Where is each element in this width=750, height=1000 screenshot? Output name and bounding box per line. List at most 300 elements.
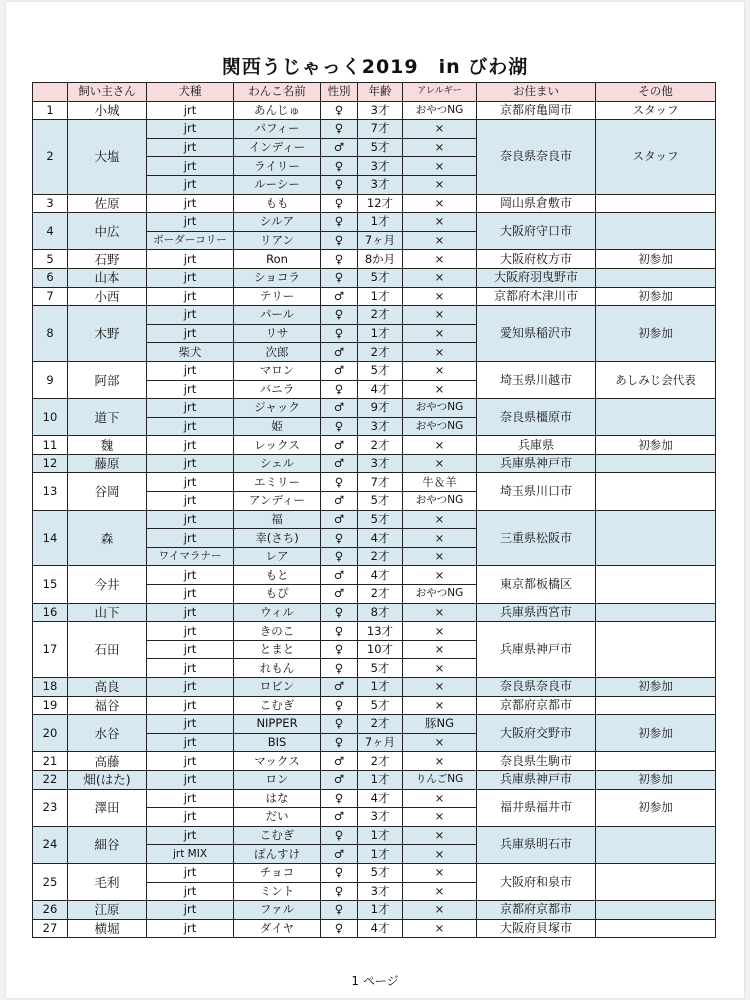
entry-number-cell: 5 — [33, 250, 68, 269]
sex-cell: ♂ — [321, 436, 358, 455]
age-cell: 10才 — [358, 640, 403, 659]
allergy-cell: × — [403, 287, 477, 306]
sex-cell: ♀ — [321, 231, 358, 250]
breed-cell: jrt — [147, 603, 234, 622]
owner-cell: 藤原 — [68, 454, 147, 473]
dog-name-cell: テリー — [234, 287, 321, 306]
allergy-cell: × — [403, 845, 477, 864]
dog-name-cell: あんじゅ — [234, 101, 321, 120]
address-cell: 奈良県橿原市 — [477, 399, 596, 436]
breed-cell: jrt — [147, 678, 234, 697]
age-cell: 2才 — [358, 343, 403, 362]
owner-cell: 江原 — [68, 901, 147, 920]
owner-cell: 道下 — [68, 399, 147, 436]
address-cell: 兵庫県神戸市 — [477, 622, 596, 678]
sex-cell: ♂ — [321, 585, 358, 604]
dog-name-cell: アンディー — [234, 492, 321, 511]
table-row — [33, 287, 716, 306]
owner-cell: 小西 — [68, 287, 147, 306]
sex-cell: ♀ — [321, 529, 358, 548]
other-cell — [596, 268, 716, 287]
entry-number-cell: 16 — [33, 603, 68, 622]
other-cell: 初参加 — [596, 678, 716, 697]
table-row — [33, 752, 716, 771]
breed-cell: jrt — [147, 436, 234, 455]
age-cell: 2才 — [358, 715, 403, 734]
owner-cell: 澤田 — [68, 789, 147, 826]
header-allergy: アレルギー — [403, 83, 477, 102]
dog-name-cell: レックス — [234, 436, 321, 455]
address-cell: 岡山県倉敷市 — [477, 194, 596, 213]
table-row — [33, 826, 716, 845]
other-cell — [596, 213, 716, 250]
owner-cell: 大塩 — [68, 120, 147, 194]
owner-cell: 今井 — [68, 566, 147, 603]
other-cell: 初参加 — [596, 287, 716, 306]
address-cell: 兵庫県明石市 — [477, 826, 596, 863]
address-cell: 奈良県奈良市 — [477, 678, 596, 697]
sex-cell: ♀ — [321, 175, 358, 194]
age-cell: 8才 — [358, 603, 403, 622]
sex-cell: ♀ — [321, 826, 358, 845]
dog-name-cell: もも — [234, 194, 321, 213]
address-cell: 兵庫県西宮市 — [477, 603, 596, 622]
age-cell: 5才 — [358, 863, 403, 882]
sex-cell: ♀ — [321, 603, 358, 622]
breed-cell: jrt — [147, 213, 234, 232]
sex-cell: ♀ — [321, 901, 358, 920]
age-cell: 1才 — [358, 845, 403, 864]
breed-cell: jrt — [147, 157, 234, 176]
dog-name-cell: ショコラ — [234, 268, 321, 287]
sex-cell: ♀ — [321, 715, 358, 734]
breed-cell: jrt — [147, 752, 234, 771]
entry-number-cell: 8 — [33, 306, 68, 362]
entry-number-cell: 10 — [33, 399, 68, 436]
dog-name-cell: ライリー — [234, 157, 321, 176]
sex-cell: ♀ — [321, 268, 358, 287]
age-cell: 3才 — [358, 454, 403, 473]
other-cell — [596, 603, 716, 622]
table-row — [33, 566, 716, 585]
participant-table — [32, 82, 716, 938]
other-cell: スタッフ — [596, 120, 716, 194]
sex-cell: ♀ — [321, 157, 358, 176]
allergy-cell: × — [403, 175, 477, 194]
table-row — [33, 399, 716, 418]
age-cell: 1才 — [358, 678, 403, 697]
allergy-cell: おやつNG — [403, 101, 477, 120]
entry-number-cell: 26 — [33, 901, 68, 920]
breed-cell: jrt — [147, 399, 234, 418]
age-cell: 5才 — [358, 492, 403, 511]
sex-cell: ♀ — [321, 547, 358, 566]
entry-number-cell: 20 — [33, 715, 68, 752]
breed-cell: jrt — [147, 919, 234, 938]
table-header-row — [33, 83, 716, 102]
age-cell: 4才 — [358, 380, 403, 399]
breed-cell: ボーダーコリー — [147, 231, 234, 250]
age-cell: 5才 — [358, 696, 403, 715]
table-row — [33, 603, 716, 622]
header-owner: 飼い主さん — [68, 83, 147, 102]
age-cell: 7ヶ月 — [358, 733, 403, 752]
age-cell: 1才 — [358, 287, 403, 306]
dog-name-cell: 次郎 — [234, 343, 321, 362]
dog-name-cell: ファル — [234, 901, 321, 920]
entry-number-cell: 1 — [33, 101, 68, 120]
allergy-cell: おやつNG — [403, 585, 477, 604]
breed-cell: jrt — [147, 566, 234, 585]
sex-cell: ♀ — [321, 640, 358, 659]
other-cell — [596, 752, 716, 771]
breed-cell: jrt — [147, 324, 234, 343]
age-cell: 7ヶ月 — [358, 231, 403, 250]
address-cell: 愛知県稲沢市 — [477, 306, 596, 362]
age-cell: 5才 — [358, 268, 403, 287]
owner-cell: 石田 — [68, 622, 147, 678]
sex-cell: ♂ — [321, 770, 358, 789]
allergy-cell: おやつNG — [403, 492, 477, 511]
owner-cell: 高藤 — [68, 752, 147, 771]
allergy-cell: × — [403, 547, 477, 566]
breed-cell: jrt — [147, 101, 234, 120]
table-row — [33, 250, 716, 269]
other-cell — [596, 399, 716, 436]
breed-cell: jrt — [147, 863, 234, 882]
dog-name-cell: 福 — [234, 510, 321, 529]
dog-name-cell: だい — [234, 808, 321, 827]
dog-name-cell: ルーシー — [234, 175, 321, 194]
table-row — [33, 901, 716, 920]
table-row — [33, 510, 716, 529]
entry-number-cell: 2 — [33, 120, 68, 194]
sex-cell: ♀ — [321, 863, 358, 882]
sex-cell: ♂ — [321, 752, 358, 771]
entry-number-cell: 19 — [33, 696, 68, 715]
sex-cell: ♂ — [321, 361, 358, 380]
table-row — [33, 268, 716, 287]
allergy-cell: × — [403, 380, 477, 399]
allergy-cell: × — [403, 863, 477, 882]
sex-cell: ♂ — [321, 287, 358, 306]
allergy-cell: × — [403, 194, 477, 213]
header-sex: 性別 — [321, 83, 358, 102]
allergy-cell: × — [403, 640, 477, 659]
allergy-cell: × — [403, 120, 477, 139]
dog-name-cell: ダイヤ — [234, 919, 321, 938]
other-cell — [596, 510, 716, 566]
sex-cell: ♀ — [321, 659, 358, 678]
breed-cell: jrt — [147, 287, 234, 306]
allergy-cell: × — [403, 268, 477, 287]
sex-cell: ♀ — [321, 882, 358, 901]
breed-cell: jrt — [147, 473, 234, 492]
dog-name-cell: パフィー — [234, 120, 321, 139]
page-number: 1 ページ — [351, 974, 399, 988]
table-row — [33, 696, 716, 715]
dog-name-cell: リアン — [234, 231, 321, 250]
allergy-cell: × — [403, 752, 477, 771]
sex-cell: ♀ — [321, 733, 358, 752]
owner-cell: 細谷 — [68, 826, 147, 863]
address-cell: 大阪府枚方市 — [477, 250, 596, 269]
other-cell — [596, 863, 716, 900]
dog-name-cell: エミリー — [234, 473, 321, 492]
age-cell: 1才 — [358, 213, 403, 232]
other-cell: あしみじ会代表 — [596, 361, 716, 398]
owner-cell: 小城 — [68, 101, 147, 120]
sex-cell: ♀ — [321, 213, 358, 232]
allergy-cell: × — [403, 622, 477, 641]
dog-name-cell: もぴ — [234, 585, 321, 604]
dog-name-cell: インディー — [234, 138, 321, 157]
sex-cell: ♂ — [321, 678, 358, 697]
document-title: 関西うじゃっく2019 in びわ湖 — [221, 56, 529, 78]
entry-number-cell: 4 — [33, 213, 68, 250]
allergy-cell: × — [403, 882, 477, 901]
owner-cell: 高良 — [68, 678, 147, 697]
owner-cell: 毛利 — [68, 863, 147, 900]
allergy-cell: × — [403, 306, 477, 325]
breed-cell: jrt — [147, 715, 234, 734]
age-cell: 3才 — [358, 882, 403, 901]
dog-name-cell: チョコ — [234, 863, 321, 882]
age-cell: 4才 — [358, 789, 403, 808]
entry-number-cell: 12 — [33, 454, 68, 473]
other-cell: 初参加 — [596, 436, 716, 455]
sex-cell: ♂ — [321, 492, 358, 511]
age-cell: 7才 — [358, 473, 403, 492]
address-cell: 大阪府貝塚市 — [477, 919, 596, 938]
sex-cell: ♂ — [321, 510, 358, 529]
dog-name-cell: シルア — [234, 213, 321, 232]
breed-cell: jrt — [147, 585, 234, 604]
other-cell — [596, 622, 716, 678]
header-dog-name: わんこ名前 — [234, 83, 321, 102]
allergy-cell: × — [403, 901, 477, 920]
age-cell: 7才 — [358, 120, 403, 139]
breed-cell: jrt — [147, 826, 234, 845]
owner-cell: 中広 — [68, 213, 147, 250]
breed-cell: jrt — [147, 250, 234, 269]
sex-cell: ♀ — [321, 696, 358, 715]
table-row — [33, 678, 716, 697]
age-cell: 4才 — [358, 566, 403, 585]
allergy-cell: × — [403, 343, 477, 362]
sex-cell: ♂ — [321, 399, 358, 418]
allergy-cell: × — [403, 566, 477, 585]
entry-number-cell: 17 — [33, 622, 68, 678]
table-row — [33, 622, 716, 641]
entry-number-cell: 11 — [33, 436, 68, 455]
address-cell: 三重県松阪市 — [477, 510, 596, 566]
dog-name-cell: バニラ — [234, 380, 321, 399]
dog-name-cell: ミント — [234, 882, 321, 901]
dog-name-cell: シェル — [234, 454, 321, 473]
address-cell: 奈良県生駒市 — [477, 752, 596, 771]
owner-cell: 谷岡 — [68, 473, 147, 510]
header-no — [33, 83, 68, 102]
age-cell: 4才 — [358, 919, 403, 938]
allergy-cell: × — [403, 454, 477, 473]
allergy-cell: × — [403, 678, 477, 697]
address-cell: 京都府京都市 — [477, 696, 596, 715]
breed-cell: jrt — [147, 492, 234, 511]
dog-name-cell: もと — [234, 566, 321, 585]
address-cell: 京都府京都市 — [477, 901, 596, 920]
owner-cell: 石野 — [68, 250, 147, 269]
sex-cell: ♀ — [321, 194, 358, 213]
age-cell: 2才 — [358, 547, 403, 566]
other-cell — [596, 566, 716, 603]
table-row — [33, 436, 716, 455]
allergy-cell: × — [403, 603, 477, 622]
table-row — [33, 863, 716, 882]
other-cell: スタッフ — [596, 101, 716, 120]
allergy-cell: × — [403, 324, 477, 343]
age-cell: 5才 — [358, 510, 403, 529]
other-cell: 初参加 — [596, 770, 716, 789]
sex-cell: ♀ — [321, 306, 358, 325]
age-cell: 1才 — [358, 826, 403, 845]
table-row — [33, 120, 716, 139]
table-row — [33, 770, 716, 789]
breed-cell: jrt — [147, 789, 234, 808]
owner-cell: 魏 — [68, 436, 147, 455]
sex-cell: ♂ — [321, 454, 358, 473]
owner-cell: 水谷 — [68, 715, 147, 752]
breed-cell: jrt — [147, 417, 234, 436]
sex-cell: ♀ — [321, 101, 358, 120]
table-row — [33, 454, 716, 473]
other-cell — [596, 473, 716, 510]
breed-cell: jrt — [147, 808, 234, 827]
breed-cell: jrt — [147, 306, 234, 325]
age-cell: 13才 — [358, 622, 403, 641]
entry-number-cell: 14 — [33, 510, 68, 566]
allergy-cell: りんごNG — [403, 770, 477, 789]
allergy-cell: おやつNG — [403, 399, 477, 418]
breed-cell: jrt — [147, 901, 234, 920]
age-cell: 3才 — [358, 808, 403, 827]
entry-number-cell: 27 — [33, 919, 68, 938]
other-cell — [596, 194, 716, 213]
dog-name-cell: とまと — [234, 640, 321, 659]
breed-cell: jrt — [147, 175, 234, 194]
dog-name-cell: ロン — [234, 770, 321, 789]
age-cell: 1才 — [358, 324, 403, 343]
allergy-cell: × — [403, 157, 477, 176]
age-cell: 9才 — [358, 399, 403, 418]
dog-name-cell: ジャック — [234, 399, 321, 418]
sex-cell: ♂ — [321, 566, 358, 585]
breed-cell: jrt MIX — [147, 845, 234, 864]
dog-name-cell: こむぎ — [234, 826, 321, 845]
age-cell: 1才 — [358, 901, 403, 920]
entry-number-cell: 23 — [33, 789, 68, 826]
breed-cell: jrt — [147, 733, 234, 752]
table-row — [33, 306, 716, 325]
address-cell: 兵庫県 — [477, 436, 596, 455]
sex-cell: ♀ — [321, 120, 358, 139]
dog-name-cell: NIPPER — [234, 715, 321, 734]
breed-cell: jrt — [147, 529, 234, 548]
address-cell: 埼玉県川口市 — [477, 473, 596, 510]
entry-number-cell: 13 — [33, 473, 68, 510]
dog-name-cell: こむぎ — [234, 696, 321, 715]
dog-name-cell: パール — [234, 306, 321, 325]
owner-cell: 森 — [68, 510, 147, 566]
allergy-cell: × — [403, 361, 477, 380]
address-cell: 京都府亀岡市 — [477, 101, 596, 120]
age-cell: 2才 — [358, 752, 403, 771]
dog-name-cell: 幸(さち) — [234, 529, 321, 548]
sex-cell: ♀ — [321, 417, 358, 436]
entry-number-cell: 7 — [33, 287, 68, 306]
breed-cell: jrt — [147, 194, 234, 213]
dog-name-cell: レア — [234, 547, 321, 566]
entry-number-cell: 15 — [33, 566, 68, 603]
allergy-cell: × — [403, 213, 477, 232]
breed-cell: ワイマラナー — [147, 547, 234, 566]
sex-cell: ♀ — [321, 324, 358, 343]
dog-name-cell: Ron — [234, 250, 321, 269]
allergy-cell: × — [403, 919, 477, 938]
dog-name-cell: マックス — [234, 752, 321, 771]
sex-cell: ♀ — [321, 250, 358, 269]
table-row — [33, 919, 716, 938]
owner-cell: 山本 — [68, 268, 147, 287]
sex-cell: ♀ — [321, 789, 358, 808]
address-cell: 埼玉県川越市 — [477, 361, 596, 398]
entry-number-cell: 9 — [33, 361, 68, 398]
header-breed: 犬種 — [147, 83, 234, 102]
entry-number-cell: 25 — [33, 863, 68, 900]
table-row — [33, 213, 716, 232]
age-cell: 3才 — [358, 101, 403, 120]
breed-cell: jrt — [147, 380, 234, 399]
other-cell: 初参加 — [596, 250, 716, 269]
allergy-cell: 豚NG — [403, 715, 477, 734]
breed-cell: jrt — [147, 882, 234, 901]
allergy-cell: × — [403, 138, 477, 157]
entry-number-cell: 21 — [33, 752, 68, 771]
age-cell: 3才 — [358, 157, 403, 176]
entry-number-cell: 22 — [33, 770, 68, 789]
allergy-cell: × — [403, 826, 477, 845]
entry-number-cell: 6 — [33, 268, 68, 287]
entry-number-cell: 3 — [33, 194, 68, 213]
allergy-cell: × — [403, 250, 477, 269]
other-cell — [596, 454, 716, 473]
age-cell: 2才 — [358, 436, 403, 455]
allergy-cell: × — [403, 733, 477, 752]
address-cell: 兵庫県神戸市 — [477, 770, 596, 789]
sex-cell: ♂ — [321, 138, 358, 157]
age-cell: 3才 — [358, 417, 403, 436]
address-cell: 大阪府守口市 — [477, 213, 596, 250]
breed-cell: jrt — [147, 770, 234, 789]
age-cell: 2才 — [358, 306, 403, 325]
age-cell: 8か月 — [358, 250, 403, 269]
breed-cell: jrt — [147, 454, 234, 473]
age-cell: 1才 — [358, 770, 403, 789]
address-cell: 兵庫県神戸市 — [477, 454, 596, 473]
dog-name-cell: マロン — [234, 361, 321, 380]
breed-cell: jrt — [147, 640, 234, 659]
other-cell — [596, 696, 716, 715]
